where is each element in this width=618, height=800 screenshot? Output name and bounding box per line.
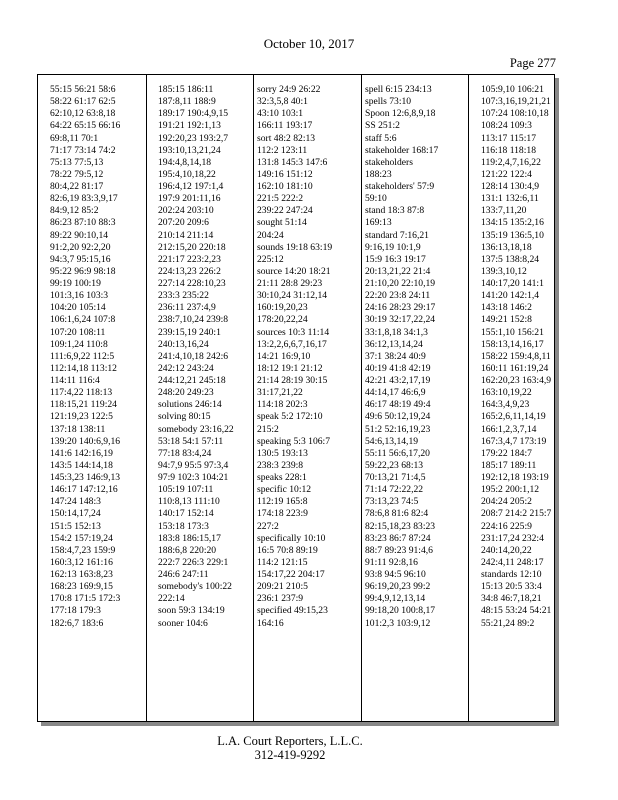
index-column-4 xyxy=(365,84,462,630)
index-entry: 24:16 28:23 29:17 xyxy=(365,302,436,314)
index-entry: stakeholder 168:17 xyxy=(365,144,439,156)
index-entry: 107:3,16,19,21,21 xyxy=(481,96,551,108)
index-entry: 94:3,7 95:15,16 xyxy=(50,253,111,265)
index-entry: 88:7 89:23 91:4,6 xyxy=(365,544,433,556)
index-entry: 82:15,18,23 83:23 xyxy=(365,520,436,532)
index-column-5 xyxy=(481,84,578,630)
index-entry: 192:12,18 193:19 xyxy=(481,472,549,483)
index-entry: 86:23 87:10 88:3 xyxy=(50,217,116,229)
index-entry: 174:18 223:9 xyxy=(257,508,308,520)
index-entry: 70:13,21 71:4,5 xyxy=(365,472,426,483)
index-entry: 154:17,22 204:17 xyxy=(257,569,325,580)
index-entry: 108:24 109:3 xyxy=(481,120,532,132)
index-entry: stakeholders xyxy=(365,156,413,168)
column-divider xyxy=(361,75,362,721)
index-entry: 185:17 189:11 xyxy=(481,459,537,471)
index-entry: 240:14,20,22 xyxy=(481,544,532,556)
index-entry: 64:22 65:15 66:16 xyxy=(50,120,121,132)
index-entry: 101:2,3 103:9,12 xyxy=(365,617,431,629)
index-entry: 128:14 130:4,9 xyxy=(481,181,540,192)
index-entry: 18:12 19:1 21:12 xyxy=(257,362,323,374)
index-entry: 97:9 102:3 104:21 xyxy=(158,472,229,483)
index-entry: 192:20,23 193:2,7 xyxy=(158,132,229,144)
index-entry: 207:20 209:6 xyxy=(158,217,209,229)
index-entry: 168:23 169:9,15 xyxy=(50,581,113,593)
index-entry: 246:6 247:11 xyxy=(158,569,209,580)
index-entry: specifically 10:10 xyxy=(257,532,326,544)
index-entry: source 14:20 18:21 xyxy=(257,265,331,277)
index-entry: 194:4,8,14,18 xyxy=(158,156,212,168)
index-entry: 71:14 72:22,22 xyxy=(365,484,424,496)
index-entry: 137:18 138:11 xyxy=(50,423,106,435)
index-entry: 71:17 73:14 74:2 xyxy=(50,144,116,156)
index-entry: 15:9 16:3 19:17 xyxy=(365,253,426,265)
index-entry: 89:22 90:10,14 xyxy=(50,229,109,241)
page-number: Page 277 xyxy=(509,56,556,70)
index-entry: 146:17 147:12,16 xyxy=(50,484,118,496)
index-entry: 165:2,6,11,14,19 xyxy=(481,411,546,423)
footer-phone: 312-419-9292 xyxy=(254,748,326,762)
index-entry: 37:1 38:24 40:9 xyxy=(365,350,426,362)
index-entry: 227:2 xyxy=(257,520,279,532)
index-entry: 114:11 116:4 xyxy=(50,375,100,386)
index-entry: sounds 19:18 63:19 xyxy=(257,241,333,253)
index-entry: 140:17,20 141:1 xyxy=(481,278,544,289)
index-entry: 94:7,9 95:5 97:3,4 xyxy=(158,459,229,471)
index-entry: 135:19 136:5,10 xyxy=(481,229,544,241)
index-entry: 43:10 103:1 xyxy=(257,108,304,120)
index-entry: 137:5 138:8,24 xyxy=(481,253,540,265)
index-entry: 114:18 202:3 xyxy=(257,399,308,411)
index-entry: 233:3 235:22 xyxy=(158,290,209,302)
index-entry: 130:5 193:13 xyxy=(257,447,308,459)
index-entry: 78:6,8 81:6 82:4 xyxy=(365,508,429,520)
index-entry: 145:3,23 146:9,13 xyxy=(50,472,121,483)
index-entry: 21:10,20 22:10,19 xyxy=(365,278,436,289)
index-entry: 239:22 247:24 xyxy=(257,205,313,217)
index-entry: 121:22 122:4 xyxy=(481,168,532,180)
index-entry: 188:23 xyxy=(365,168,392,180)
index-entry: 248:20 249:23 xyxy=(158,387,214,399)
index-entry: 164:3,4,9,23 xyxy=(481,399,530,411)
index-entry: 15:13 20:5 33:4 xyxy=(481,581,542,593)
index-entry: 95:22 96:9 98:18 xyxy=(50,265,116,277)
page-date: October 10, 2017 xyxy=(263,36,355,51)
index-entry: 83:23 86:7 87:24 xyxy=(365,532,431,544)
index-entry: 208:7 214:2 215:7 xyxy=(481,508,552,520)
index-entry: 215:2 xyxy=(257,423,279,435)
index-entry: 188:6,8 220:20 xyxy=(158,544,217,556)
index-entry: specific 10:12 xyxy=(257,484,312,496)
index-entry: 162:20,23 163:4,9 xyxy=(481,375,552,386)
index-entry: 241:4,10,18 242:6 xyxy=(158,350,229,362)
index-entry: 158:22 159:4,8,11 xyxy=(481,350,551,362)
index-entry: 242:12 243:24 xyxy=(158,362,214,374)
index-entry: 113:17 115:17 xyxy=(481,132,536,144)
index-entry: Spoon 12:6,8,9,18 xyxy=(365,108,436,120)
index-entry: 179:22 184:7 xyxy=(481,447,532,459)
index-entry: 21:11 28:8 29:23 xyxy=(257,278,323,289)
index-entry: 140:17 152:14 xyxy=(158,508,214,520)
index-entry: 107:24 108:10,18 xyxy=(481,108,549,120)
index-entry: 30:19 32:17,22,24 xyxy=(365,314,436,326)
index-entry: 155:1,10 156:21 xyxy=(481,326,544,338)
index-entry: 107:20 108:11 xyxy=(50,326,106,338)
index-entry: 59:22,23 68:13 xyxy=(365,459,424,471)
index-entry: stand 18:3 87:8 xyxy=(365,205,425,217)
index-entry: specified 49:15,23 xyxy=(257,605,328,617)
index-entry: standards 12:10 xyxy=(481,569,542,580)
index-entry: 112:2 123:11 xyxy=(257,144,308,156)
index-entry: 112:14,18 113:12 xyxy=(50,362,117,374)
index-entry: 117:4,22 118:13 xyxy=(50,387,113,399)
index-column-1 xyxy=(50,84,147,630)
index-entry: soon 59:3 134:19 xyxy=(158,605,225,617)
index-entry: 191:21 192:1,13 xyxy=(158,120,221,132)
index-entry: solving 80:15 xyxy=(158,411,211,423)
index-entry: staff 5:6 xyxy=(365,132,397,144)
index-entry: 162:13 163:8,23 xyxy=(50,569,113,580)
index-entry: 167:3,4,7 173:19 xyxy=(481,435,547,447)
index-entry: 238:7,10,24 239:8 xyxy=(158,314,229,326)
index-entry: 111:6,9,22 112:5 xyxy=(50,350,115,362)
index-entry: speak 5:2 172:10 xyxy=(257,411,323,423)
index-entry: sooner 104:6 xyxy=(158,617,208,629)
index-entry: 187:8,11 188:9 xyxy=(158,96,216,108)
index-entry: 13:2,2,6,6,7,16,17 xyxy=(257,338,327,350)
index-entry: 160:3,12 161:16 xyxy=(50,556,113,568)
index-entry: 204:24 205:2 xyxy=(481,496,532,508)
index-entry: 69:8,11 70:1 xyxy=(50,132,99,144)
index-entry: 42:21 43:2,17,19 xyxy=(365,375,431,386)
index-entry: 154:2 157:19,24 xyxy=(50,532,113,544)
index-entry: 143:5 144:14,18 xyxy=(50,459,113,471)
index-entry: 227:14 228:10,23 xyxy=(158,278,226,289)
index-entry: sought 51:14 xyxy=(257,217,307,229)
index-entry: 224:13,23 226:2 xyxy=(158,265,221,277)
index-entry: 185:15 186:11 xyxy=(158,84,214,95)
index-entry: 62:10,12 63:8,18 xyxy=(50,108,116,120)
index-entry: 222:14 xyxy=(158,593,185,605)
index-entry: 231:17,24 232:4 xyxy=(481,532,544,544)
index-entry: 222:7 226:3 229:1 xyxy=(158,556,229,568)
index-entry: 238:3 239:8 xyxy=(257,459,304,471)
index-table xyxy=(37,74,555,722)
index-entry: 139:3,10,12 xyxy=(481,265,527,277)
index-entry: 169:13 xyxy=(365,217,392,229)
index-entry: 178:20,22,24 xyxy=(257,314,308,326)
index-entry: 160:19,20,23 xyxy=(257,302,308,314)
index-entry: 9:16,19 10:1,9 xyxy=(365,241,421,253)
index-entry: 55:21,24 89:2 xyxy=(481,617,535,629)
index-entry: 51:2 52:16,19,23 xyxy=(365,423,431,435)
index-entry: 131:8 145:3 147:6 xyxy=(257,156,328,168)
index-entry: 141:6 142:16,19 xyxy=(50,447,113,459)
index-entry: 96:19,20,23 99:2 xyxy=(365,581,431,593)
index-entry: 36:12,13,14,24 xyxy=(365,338,423,350)
index-entry: 105:9,10 106:21 xyxy=(481,84,544,95)
index-entry: 44:14,17 46:6,9 xyxy=(365,387,426,399)
index-entry: 224:16 225:9 xyxy=(481,520,532,532)
index-entry: 221:5 222:2 xyxy=(257,193,304,205)
index-entry: 158:4,7,23 159:9 xyxy=(50,544,116,556)
index-entry: 244:12,21 245:18 xyxy=(158,375,226,386)
index-entry: 197:9 201:11,16 xyxy=(158,193,221,205)
index-entry: 104:20 105:14 xyxy=(50,302,106,314)
index-entry: 114:2 121:15 xyxy=(257,556,308,568)
index-entry: 150:14,17,24 xyxy=(50,508,101,520)
index-entry: sorry 24:9 26:22 xyxy=(257,84,321,95)
index-entry: 59:10 xyxy=(365,193,387,205)
index-entry: 242:4,11 248:17 xyxy=(481,556,544,568)
index-entry: 151:5 152:13 xyxy=(50,520,101,532)
index-entry: 22:20 23:8 24:11 xyxy=(365,290,431,302)
index-entry: 30:10,24 31:12,14 xyxy=(257,290,328,302)
index-entry: sort 48:2 82:13 xyxy=(257,132,316,144)
index-entry: 170:8 171:5 172:3 xyxy=(50,593,121,605)
index-entry: 32:3,5,8 40:1 xyxy=(257,96,308,108)
index-entry: 239:15,19 240:1 xyxy=(158,326,221,338)
index-entry: 16:5 70:8 89:19 xyxy=(257,544,318,556)
index-entry: 221:17 223:2,23 xyxy=(158,253,221,265)
index-entry: 73:13,23 74:5 xyxy=(365,496,419,508)
index-entry: 109:1,24 110:8 xyxy=(50,338,108,350)
index-entry: 160:11 161:19,24 xyxy=(481,362,549,374)
index-entry: 82:6,19 83:3,9,17 xyxy=(50,193,118,205)
column-divider xyxy=(468,75,469,721)
index-entry: 119:2,4,7,16,22 xyxy=(481,156,541,168)
index-entry: 33:1,8,18 34:1,3 xyxy=(365,326,428,338)
index-entry: stakeholders' 57:9 xyxy=(365,181,435,192)
index-entry: 55:11 56:6,17,20 xyxy=(365,447,430,459)
index-column-2 xyxy=(158,84,255,630)
index-entry: 91:2,20 92:2,20 xyxy=(50,241,111,253)
index-entry: 139:20 140:6,9,16 xyxy=(50,435,121,447)
index-entry: 240:13,16,24 xyxy=(158,338,209,350)
index-entry: 136:13,18,18 xyxy=(481,241,532,253)
index-entry: 183:8 186:15,17 xyxy=(158,532,221,544)
index-entry: 166:11 193:17 xyxy=(257,120,313,132)
index-entry: 163:10,19,22 xyxy=(481,387,532,399)
index-entry: 166:1,2,3,7,14 xyxy=(481,423,537,435)
index-entry: 149:21 152:8 xyxy=(481,314,532,326)
index-entry: 84:9,12 85:2 xyxy=(50,205,99,217)
index-entry: 236:11 237:4,9 xyxy=(158,302,216,314)
index-entry: 40:19 41:8 42:19 xyxy=(365,362,431,374)
index-entry: 31:17,21,22 xyxy=(257,387,303,399)
index-entry: 105:19 107:11 xyxy=(158,484,214,496)
index-entry: 99:19 100:19 xyxy=(50,278,101,289)
index-entry: 202:24 203:10 xyxy=(158,205,214,217)
index-entry: 147:24 148:3 xyxy=(50,496,101,508)
index-entry: 131:1 132:6,11 xyxy=(481,193,539,205)
index-entry: 153:18 173:3 xyxy=(158,520,209,532)
index-entry: 58:22 61:17 62:5 xyxy=(50,96,116,108)
index-entry: 118:15,21 119:24 xyxy=(50,399,117,411)
footer-company: L.A. Court Reporters, L.L.C. xyxy=(217,734,363,748)
index-entry: 149:16 151:12 xyxy=(257,168,313,180)
index-entry: 195:4,10,18,22 xyxy=(158,168,216,180)
index-entry: speaks 228:1 xyxy=(257,472,307,483)
index-entry: 55:15 56:21 58:6 xyxy=(50,84,116,95)
index-entry: 49:6 50:12,19,24 xyxy=(365,411,431,423)
index-entry: 21:14 28:19 30:15 xyxy=(257,375,328,386)
index-entry: somebody's 100:22 xyxy=(158,581,232,593)
index-entry: SS 251:2 xyxy=(365,120,400,132)
index-entry: 77:18 83:4,24 xyxy=(158,447,212,459)
index-entry: 193:10,13,21,24 xyxy=(158,144,221,156)
index-entry: 182:6,7 183:6 xyxy=(50,617,104,629)
index-entry: 78:22 79:5,12 xyxy=(50,168,104,180)
index-entry: 110:8,13 111:10 xyxy=(158,496,220,508)
index-entry: solutions 246:14 xyxy=(158,399,222,411)
index-entry: 225:12 xyxy=(257,253,284,265)
index-entry: 116:18 118:18 xyxy=(481,144,536,156)
index-entry: 143:18 146:2 xyxy=(481,302,532,314)
index-entry: standard 7:16,21 xyxy=(365,229,429,241)
index-entry: 177:18 179:3 xyxy=(50,605,101,617)
index-entry: 14:21 16:9,10 xyxy=(257,350,311,362)
index-entry: 34:8 46:7,18,21 xyxy=(481,593,542,605)
index-entry: 162:10 181:10 xyxy=(257,181,313,192)
index-entry: somebody 23:16,22 xyxy=(158,423,234,435)
index-entry: 91:11 92:8,16 xyxy=(365,556,418,568)
index-entry: 210:14 211:14 xyxy=(158,229,214,241)
index-entry: 121:19,23 122:5 xyxy=(50,411,113,423)
index-entry: 46:17 48:19 49:4 xyxy=(365,399,431,411)
index-entry: 189:17 190:4,9,15 xyxy=(158,108,229,120)
index-entry: 54:6,13,14,19 xyxy=(365,435,419,447)
index-entry: 99:4,9,12,13,14 xyxy=(365,593,426,605)
index-entry: 48:15 53:24 54:21 xyxy=(481,605,552,617)
index-entry: 106:1,6,24 107:8 xyxy=(50,314,116,326)
index-entry: sources 10:3 11:14 xyxy=(257,326,330,338)
index-entry: 195:2 200:1,12 xyxy=(481,484,540,496)
index-entry: 80:4,22 81:17 xyxy=(50,181,104,192)
index-entry: 209:21 210:5 xyxy=(257,581,308,593)
index-entry: 204:24 xyxy=(257,229,284,241)
index-entry: 212:15,20 220:18 xyxy=(158,241,226,253)
index-entry: 133:7,11,20 xyxy=(481,205,527,217)
index-entry: 236:1 237:9 xyxy=(257,593,304,605)
index-entry: 101:3,16 103:3 xyxy=(50,290,109,302)
index-entry: 99:18,20 100:8,17 xyxy=(365,605,436,617)
index-entry: 112:19 165:8 xyxy=(257,496,308,508)
index-entry: 93:8 94:5 96:10 xyxy=(365,569,426,580)
index-entry: 196:4,12 197:1,4 xyxy=(158,181,224,192)
index-entry: 164:16 xyxy=(257,617,284,629)
index-entry: speaking 5:3 106:7 xyxy=(257,435,331,447)
index-column-3 xyxy=(257,84,354,630)
index-entry: 134:15 135:2,16 xyxy=(481,217,544,229)
index-entry: spells 73:10 xyxy=(365,96,412,108)
index-entry: spell 6:15 234:13 xyxy=(365,84,432,95)
index-entry: 53:18 54:1 57:11 xyxy=(158,435,224,447)
index-entry: 20:13,21,22 21:4 xyxy=(365,265,431,277)
index-entry: 141:20 142:1,4 xyxy=(481,290,540,302)
index-entry: 158:13,14,16,17 xyxy=(481,338,544,350)
index-entry: 75:13 77:5,13 xyxy=(50,156,104,168)
